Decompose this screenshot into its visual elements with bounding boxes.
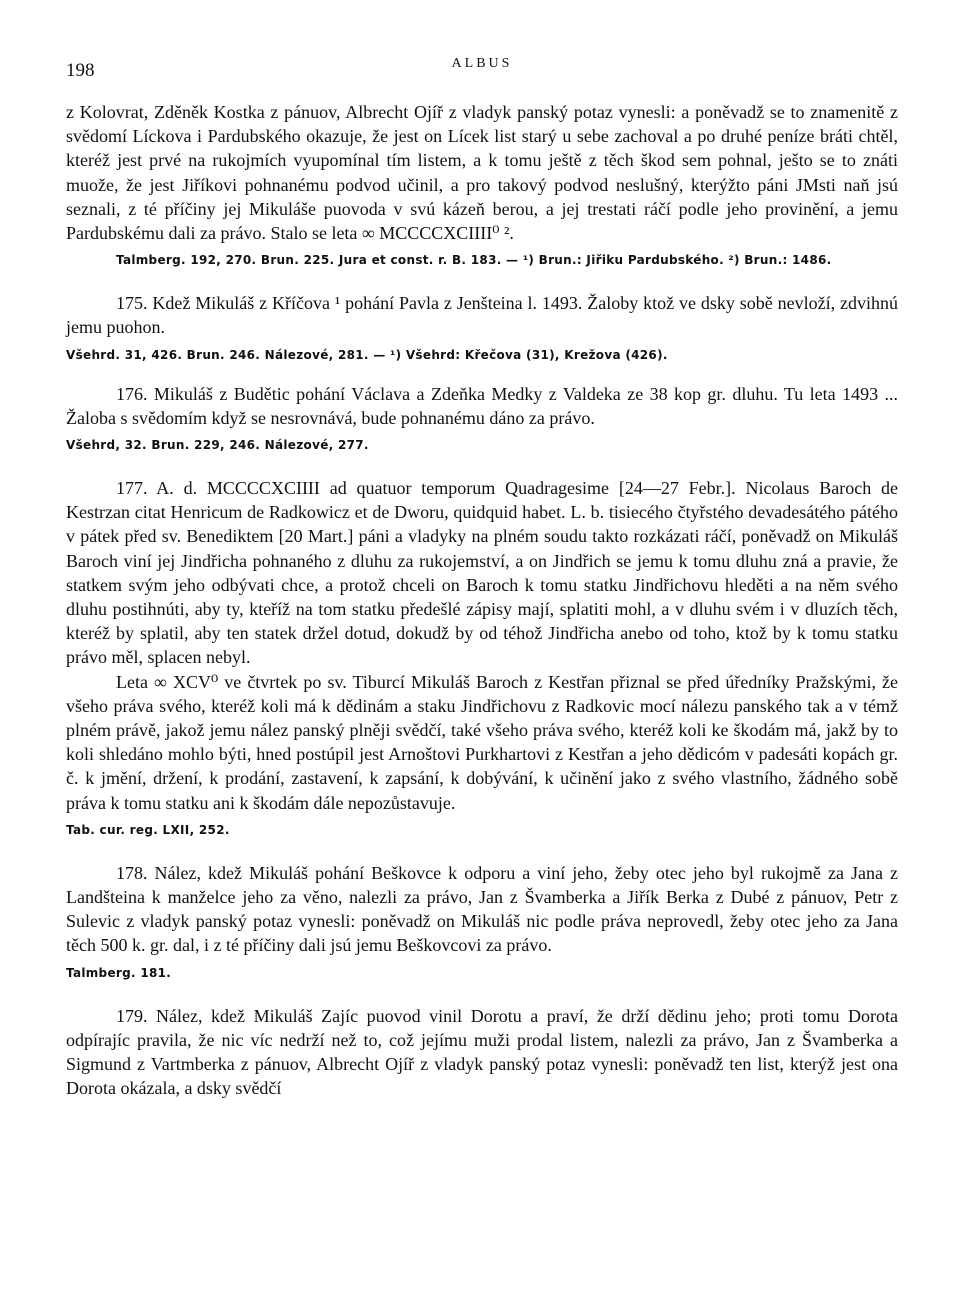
page-header (66, 50, 898, 81)
running-title: ALBUS (451, 56, 513, 71)
entry-text: 179. Nález, kdež Mikuláš Zajíc puovod vinil Dorotu a praví, že drží dědinu jeho; proti tomu Dorota odpírajíc pravila, že nic víc nedrží než to, což jejímu muži prodal listem, nalezli za právo, Jan z Švamberka a Sigmund z Vartmberka z pánuov, Albrecht Ojíř z vladyk panský potaz vynesli: poněvadž ten list, kterýž jest ona Dorota okázala, a dsky svědčí (66, 1005, 898, 1099)
page-number: 198 (66, 60, 95, 81)
entry-text: 177. A. d. MCCCCXCIIII ad quatuor temporum Quadragesime [24—27 Febr.]. Nicolaus Baroch de Kestrzan citat Henricum de Radkowicz et de Dworu, quidquid habet. L. b. tisiecého čtyřstého devadesátého pátého v pátek před sv. Benediktem [20 Mart.] páni a vladyky na plném soudu takto rozkázati ráčí, poněvadž on Mikuláš Baroch viní jej Jindřicha pohnaného z dluhu za rukojemství, a on Jindřich se jemu k tomu dluhu zná a pravie, že statkem svým jeho odbývati chce, a protož chceli on Baroch k tomu statku Jindřichovu hleděti a na něm svého dluhu postihnúti, aby ty, kteříž na tom statku předešlé zápisy mají, splatiti mohl, a v dluhu svém i v dluzích těch, kteréž by splatil, aby ten statek držel dotud, dokudž by od téhož Jindřicha anebo od toho, ktož by k tomu statku právo měl, splacen nebyl. (66, 478, 898, 668)
entry-text: z Kolovrat, Zděněk Kostka z pánuov, Albrecht Ojíř z vladyk panský potaz vynesli: a poněvadž se to znamenitě z svědomí Líckova i Pardubského okazuje, že jest on Lícek list starý u sebe zachoval a po druhé peníze bráti chtěl, kteréž jest prvé na rukojmích vyupomínal tím listem, a k tomu ještě z těch škod sem pohnal, ješto se to znáti muože, že jest Jiříkovi pohnanému podvod učinil, a pro takový podvod neslušný, kterýžto páni JMsti naň jsú seznali, z té příčiny jej Mikuláše puovoda v svú kázeň berou, a jej trestati ráčí podle jeho provinění, a jemu Pardubskému dali za právo. Stalo se leta ∞ MCCCCXCIIII⁰ ². (66, 102, 898, 244)
entry-references: Tab. cur. reg. LXII, 252. (66, 822, 230, 837)
entry-text: 176. Mikuláš z Budětic pohání Václava a Zdeňka Medky z Valdeka ze 38 kop gr. dluhu. Tu leta 1493 ... Žaloba s svědomím když se nesrovnává, bude pohnanému dáno za právo. (66, 383, 898, 428)
book-page (66, 50, 898, 1099)
entry-text: 175. Kdež Mikuláš z Kříčova ¹ pohání Pavla z Jenšteina l. 1493. Žaloby ktož ve dsky sobě nevloží, zdvihnú jemu puohon. (66, 293, 898, 338)
entry-references: Talmberg. 192, 270. Brun. 225. Jura et const. r. B. 183. — ¹) Brun.: Jiřiku Pardubského. ²) Brun.: 1486. (116, 253, 832, 268)
entry-text-continued: Leta ∞ XCV⁰ ve čtvrtek po sv. Tiburcí Mikuláš Baroch z Kestřan přiznal se před úředníky Pražskými, že všeho práva svého, kteréž koli má k dědinám a staku Jindřichovu z Radkovic mocí nálezu panského tak a v témž plném právě, jakož jemu nález panský plněji svědčí, také všeho práva svého, kteréž koli ke škodám má, jakž by to koli shledáno mohlo býti, hned postúpil jest Arnoštovi Purkhartovi z Kestřan a jeho dědicóm v padesáti kopách gr. č. k jmění, držení, k prodání, zastavení, k zapsání, k dobývání, k učinění jako z svého vlastního, žádného sobě práva k tomu statku ani k škodám dále nepozůstavuje. (66, 671, 898, 813)
page-body (66, 100, 898, 1101)
entry-references: Talmberg. 181. (66, 965, 172, 980)
entry-references: Všehrd. 31, 426. Brun. 246. Nálezové, 281. — ¹) Všehrd: Křečova (31), Krežova (426). (66, 347, 668, 362)
entry-text: 178. Nález, kdež Mikuláš pohání Beškovce k odporu a viní jeho, žeby otec jeho byl rukojmě za Jana z Landšteina k manželce jeho za věno, nalezli za právo, Jan z Švamberka a Jiřík Berka z Dubé z pánuov, Petr z Sulevic z vladyk panský potaz vynesli: poněvadž on Mikuláš nic podle práva neprovedl, žeby otec jeho za Jana těch 500 k. gr. dal, i z té příčiny dali jsú jemu Beškovcovi za právo. (66, 862, 898, 956)
entry-references: Všehrd, 32. Brun. 229, 246. Nálezové, 277. (66, 438, 369, 453)
